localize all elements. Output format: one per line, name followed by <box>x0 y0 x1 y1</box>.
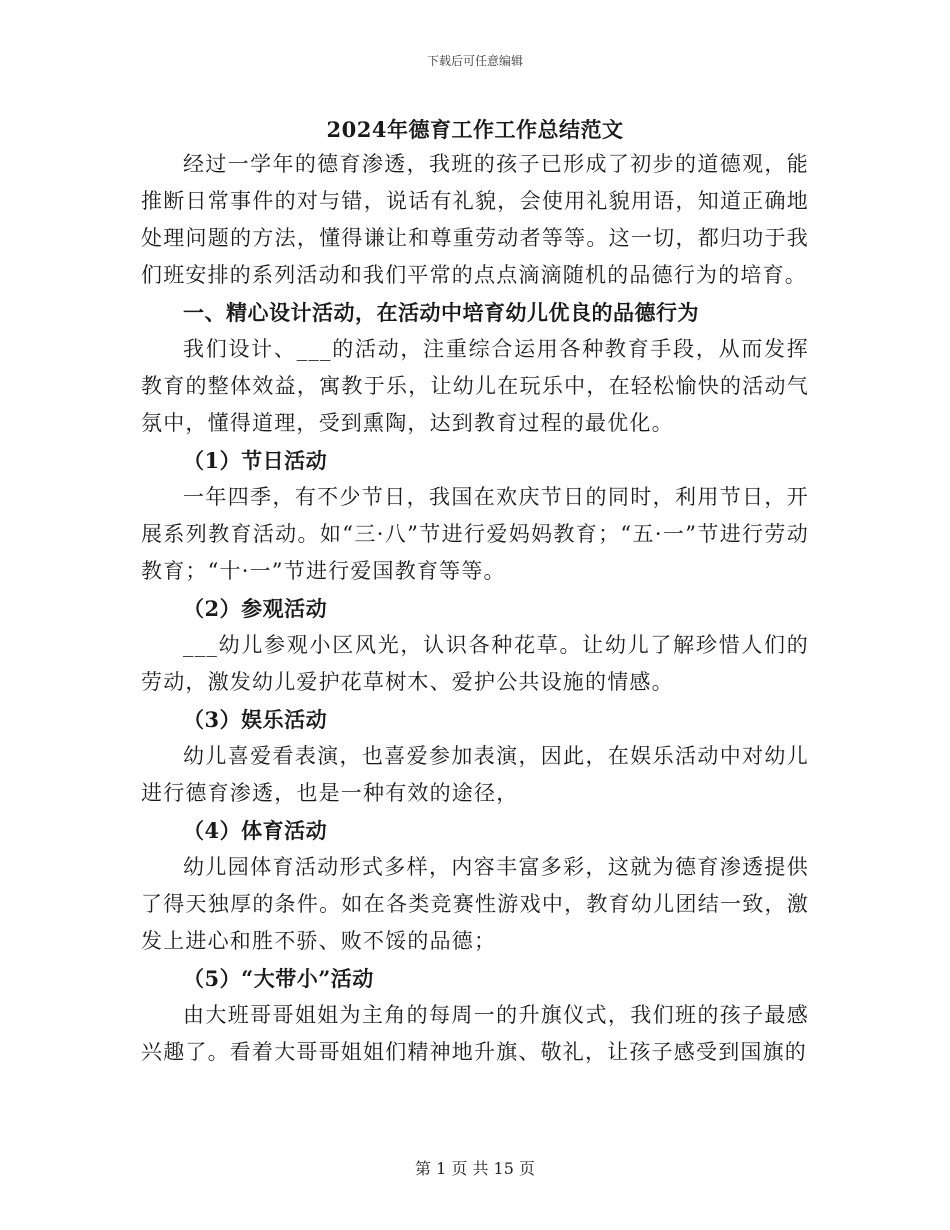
paragraph: 我们设计、___的活动，注重综合运用各种教育手段，从而发挥教育的整体效益，寓教于乐，让幼儿在玩乐中，在轻松愉快的活动气氛中，懂得道理，受到熏陶，达到教育过程的最优化。 <box>141 337 809 435</box>
paragraph: ___幼儿参观小区风光，认识各种花草。让幼儿了解珍惜人们的劳动，激发幼儿爱护花草树木、爱护公共设施的情感。 <box>141 633 809 694</box>
document-body <box>141 146 809 1071</box>
paragraph: 由大班哥哥姐姐为主角的每周一的升旗仪式，我们班的孩子最感兴趣了。看着大哥哥姐姐们精神地升旗、敬礼，让孩子感受到国旗的 <box>141 1003 809 1064</box>
subsection-heading: （2）参观活动 <box>183 596 328 621</box>
page-number: 第 1 页 共 15 页 <box>415 1159 535 1178</box>
subsection-heading: （3）娱乐活动 <box>183 707 328 732</box>
section-heading: 一、精心设计活动，在活动中培育幼儿优良的品德行为 <box>183 300 699 325</box>
subsection-heading: （4）体育活动 <box>183 818 328 843</box>
paragraph: 经过一学年的德育渗透，我班的孩子已形成了初步的道德观，能推断日常事件的对与错，说话有礼貌，会使用礼貌用语，知道正确地处理问题的方法，懂得谦让和尊重劳动者等等。这一切，都归功于我们班安排的系列活动和我们平常的点点滴滴随机的品德行为的培育。 <box>141 152 809 287</box>
paragraph: 幼儿园体育活动形式多样，内容丰富多彩，这就为德育渗透提供了得天独厚的条件。如在各类竞赛性游戏中，教育幼儿团结一致，激发上进心和胜不骄、败不馁的品德； <box>141 855 809 953</box>
header-note: 下载后可任意编辑 <box>426 54 523 68</box>
document-title: 2024年德育工作工作总结范文 <box>326 117 624 142</box>
subsection-heading: （5）“大带小”活动 <box>183 966 374 991</box>
paragraph: 幼儿喜爱看表演，也喜爱参加表演，因此，在娱乐活动中对幼儿进行德育渗透，也是一种有效的途径， <box>141 744 809 805</box>
subsection-heading: （1）节日活动 <box>183 448 328 473</box>
paragraph: 一年四季，有不少节日，我国在欢庆节日的同时，利用节日，开展系列教育活动。如“三·八”节进行爱妈妈教育；“五·一”节进行劳动教育；“十·一”节进行爱国教育等等。 <box>141 485 809 583</box>
